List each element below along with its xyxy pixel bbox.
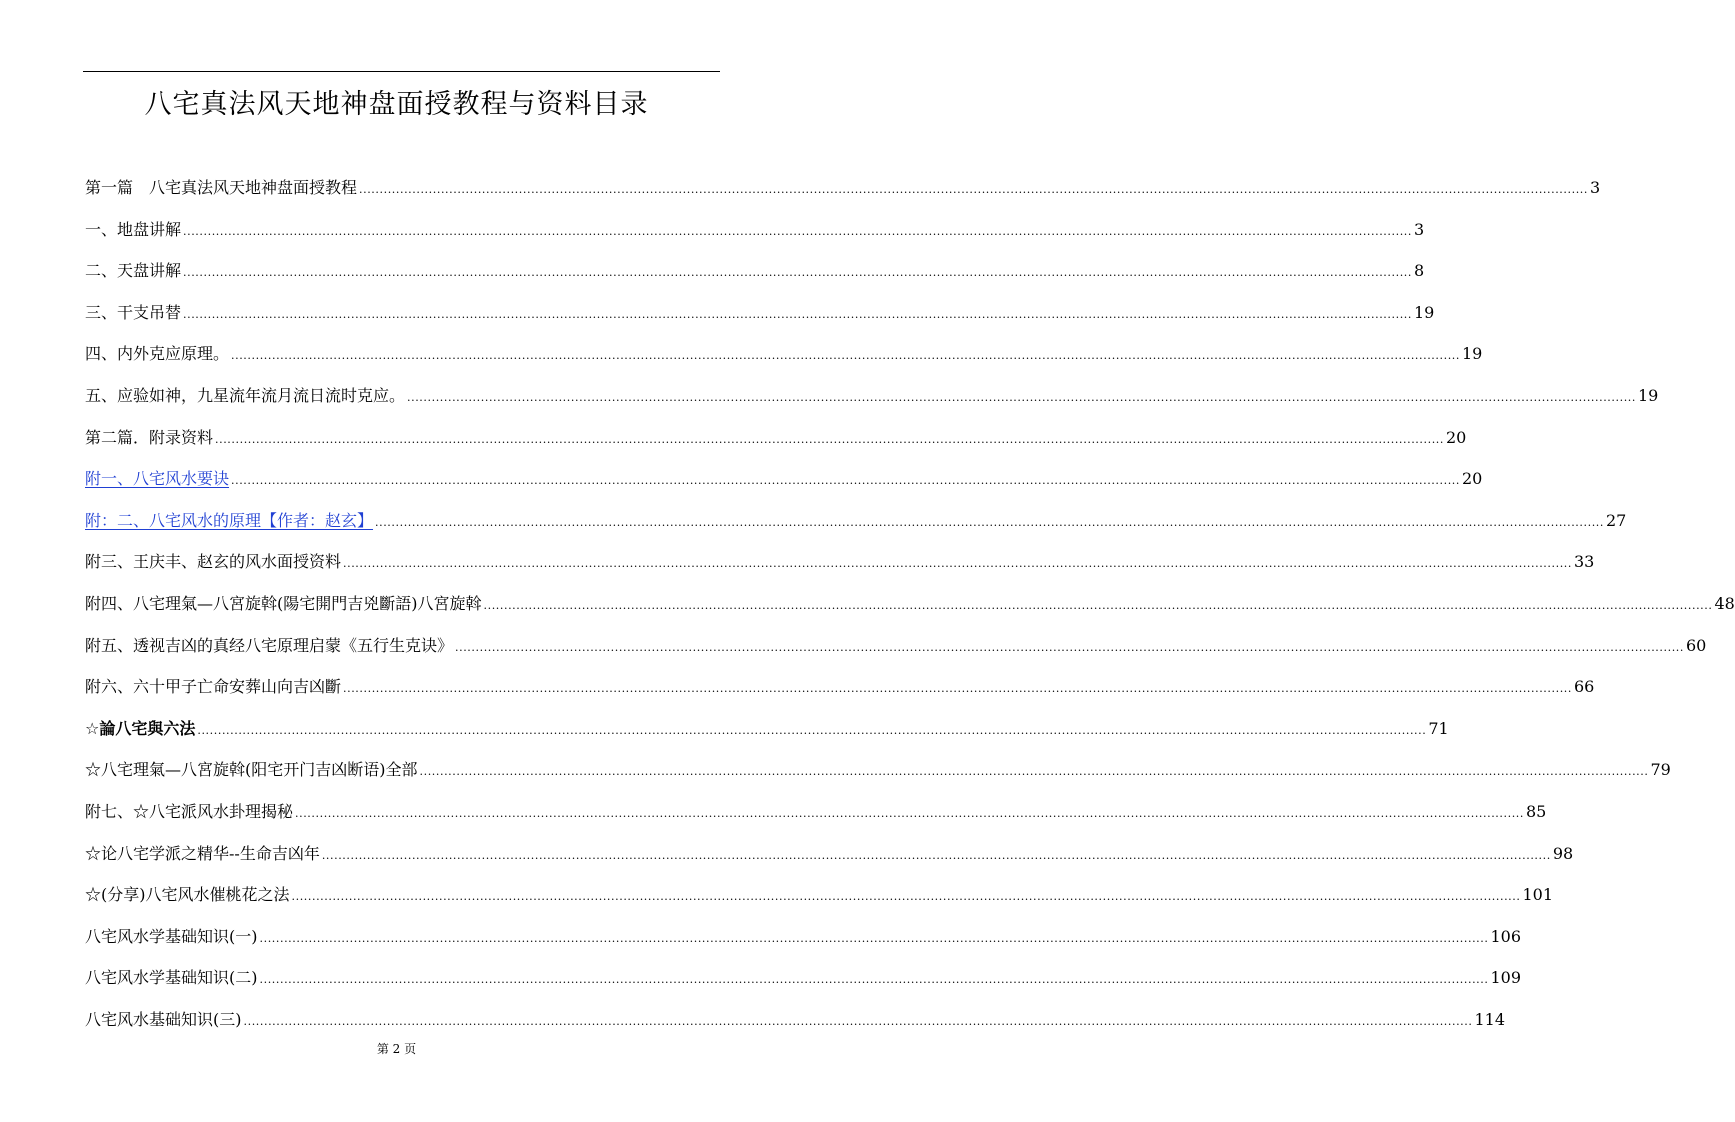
toc-entry-label: ☆论八宅学派之精华--生命吉凶年: [85, 843, 320, 863]
toc-page-number: 60: [1686, 635, 1707, 655]
toc-entry-label: 二、天盘讲解: [85, 261, 182, 281]
toc-page-number: 48: [1714, 593, 1735, 613]
toc-entry[interactable]: [85, 417, 1467, 459]
toc-page-number: 27: [1606, 510, 1627, 530]
header-rule: [83, 71, 720, 72]
toc-entry[interactable]: [85, 957, 1522, 999]
toc-page-number: 85: [1526, 801, 1547, 821]
toc-page-number: 106: [1490, 926, 1522, 946]
toc-entry-label: 三、干支吊替: [85, 302, 182, 322]
toc-entry[interactable]: [85, 749, 1671, 791]
toc-entry-label: 附五、透视吉凶的真经八宅原理启蒙《五行生克诀》: [85, 635, 454, 655]
toc-page-number: 101: [1522, 885, 1554, 905]
toc-entry-label: 八宅风水基础知识(三): [85, 1009, 242, 1029]
page-number-footer: 第 2 页: [376, 1042, 417, 1056]
toc-dot-leader: ............................................................................................................................................................................................................................................................................................................: [291, 890, 1521, 904]
toc-page-number: 20: [1446, 427, 1467, 447]
toc-entry-bold[interactable]: [85, 708, 1449, 750]
toc-entry-label: 第二篇．附录资料: [85, 427, 214, 447]
toc-entry[interactable]: [85, 167, 1601, 209]
toc-entry[interactable]: [85, 916, 1522, 958]
toc-dot-leader: ............................................................................................................................................................................................................................................................................................................: [359, 183, 1588, 196]
table-of-contents: [85, 167, 1735, 1040]
toc-entry-label: ☆八宅理氣—八宮旋斡(阳宅开门吉凶断语)全部: [85, 760, 418, 780]
toc-dot-leader: ............................................................................................................................................................................................................................................................................................................: [259, 973, 1489, 987]
toc-entry[interactable]: [85, 625, 1707, 667]
toc-page-number: 3: [1590, 178, 1601, 197]
toc-entry-link[interactable]: [85, 500, 1627, 542]
toc-entry-label: 附四、八宅理氣—八宮旋斡(陽宅開門吉兇斷語)八宮旋斡: [85, 593, 482, 613]
toc-page-number: 19: [1414, 302, 1435, 322]
toc-entry[interactable]: [85, 666, 1595, 708]
toc-page-number: 71: [1428, 718, 1449, 738]
toc-page-number: 66: [1574, 677, 1595, 697]
toc-entry[interactable]: [85, 250, 1425, 292]
toc-dot-leader: ............................................................................................................................................................................................................................................................................................................: [215, 432, 1444, 446]
toc-entry[interactable]: [85, 375, 1659, 417]
toc-entry-label[interactable]: 附一、八宅风水要诀: [85, 469, 230, 489]
toc-page-number: 114: [1474, 1009, 1506, 1029]
toc-dot-leader: ............................................................................................................................................................................................................................................................................................................: [231, 474, 1460, 488]
toc-entry[interactable]: [85, 833, 1574, 875]
toc-page-number: 33: [1574, 552, 1595, 572]
toc-dot-leader: ............................................................................................................................................................................................................................................................................................................: [243, 1014, 1473, 1028]
toc-dot-leader: ............................................................................................................................................................................................................................................................................................................: [197, 723, 1427, 737]
toc-entry-label: 一、地盘讲解: [85, 219, 182, 239]
toc-page-number: 98: [1552, 843, 1574, 863]
toc-page-number: 79: [1650, 760, 1671, 780]
toc-dot-leader: ............................................................................................................................................................................................................................................................................................................: [483, 598, 1713, 612]
toc-dot-leader: ............................................................................................................................................................................................................................................................................................................: [183, 266, 1412, 280]
toc-entry[interactable]: [85, 292, 1435, 334]
toc-dot-leader: ............................................................................................................................................................................................................................................................................................................: [419, 765, 1649, 779]
toc-entry[interactable]: [85, 791, 1547, 833]
toc-dot-leader: ............................................................................................................................................................................................................................................................................................................: [183, 307, 1412, 321]
toc-entry[interactable]: [85, 874, 1554, 916]
toc-page-number: 19: [1638, 385, 1659, 405]
toc-dot-leader: ............................................................................................................................................................................................................................................................................................................: [295, 806, 1524, 820]
toc-entry-label: 附三、王庆丰、赵玄的风水面授资料: [85, 552, 342, 572]
toc-entry-label: 四、内外克应原理。: [85, 344, 230, 364]
toc-page-number: 109: [1490, 968, 1522, 988]
toc-dot-leader: ............................................................................................................................................................................................................................................................................................................: [343, 557, 1572, 571]
toc-entry[interactable]: [85, 541, 1595, 583]
toc-dot-leader: ............................................................................................................................................................................................................................................................................................................: [259, 931, 1489, 945]
toc-page-number: 20: [1462, 469, 1483, 489]
toc-dot-leader: ............................................................................................................................................................................................................................................................................................................: [407, 390, 1636, 404]
document-title: 八宅真法风天地神盘面授教程与资料目录: [144, 89, 649, 120]
toc-dot-leader: ............................................................................................................................................................................................................................................................................................................: [343, 682, 1572, 696]
toc-page-number: 8: [1414, 261, 1425, 281]
toc-entry-label: 五、应验如神，九星流年流月流日流时克应。: [85, 385, 406, 405]
toc-entry-label: ☆論八宅與六法: [85, 718, 196, 738]
toc-entry-label: ☆(分享)八宅风水催桃花之法: [85, 885, 290, 905]
toc-entry-label[interactable]: 附：二、八宅风水的原理【作者：赵玄】: [85, 510, 374, 530]
toc-dot-leader: ............................................................................................................................................................................................................................................................................................................: [183, 224, 1412, 238]
toc-entry-link[interactable]: [85, 458, 1483, 500]
toc-dot-leader: ............................................................................................................................................................................................................................................................................................................: [455, 640, 1684, 654]
toc-entry[interactable]: [85, 583, 1735, 625]
toc-entry-label: 第一篇 八宅真法风天地神盘面授教程: [85, 178, 358, 197]
toc-entry-label: 八宅风水学基础知识(一): [85, 926, 258, 946]
toc-entry-label: 附七、☆八宅派风水卦理揭秘: [85, 801, 294, 821]
toc-entry-label: 附六、六十甲子亡命安葬山向吉凶斷: [85, 677, 342, 697]
toc-dot-leader: ............................................................................................................................................................................................................................................................................................................: [231, 349, 1460, 363]
toc-entry-label: 八宅风水学基础知识(二): [85, 968, 258, 988]
toc-dot-leader: ............................................................................................................................................................................................................................................................................................................: [321, 848, 1551, 862]
toc-entry[interactable]: [85, 209, 1425, 251]
toc-entry[interactable]: [85, 999, 1506, 1041]
toc-page-number: 19: [1462, 344, 1483, 364]
toc-entry[interactable]: [85, 333, 1483, 375]
toc-dot-leader: ............................................................................................................................................................................................................................................................................................................: [375, 515, 1604, 529]
toc-page-number: 3: [1414, 219, 1425, 239]
